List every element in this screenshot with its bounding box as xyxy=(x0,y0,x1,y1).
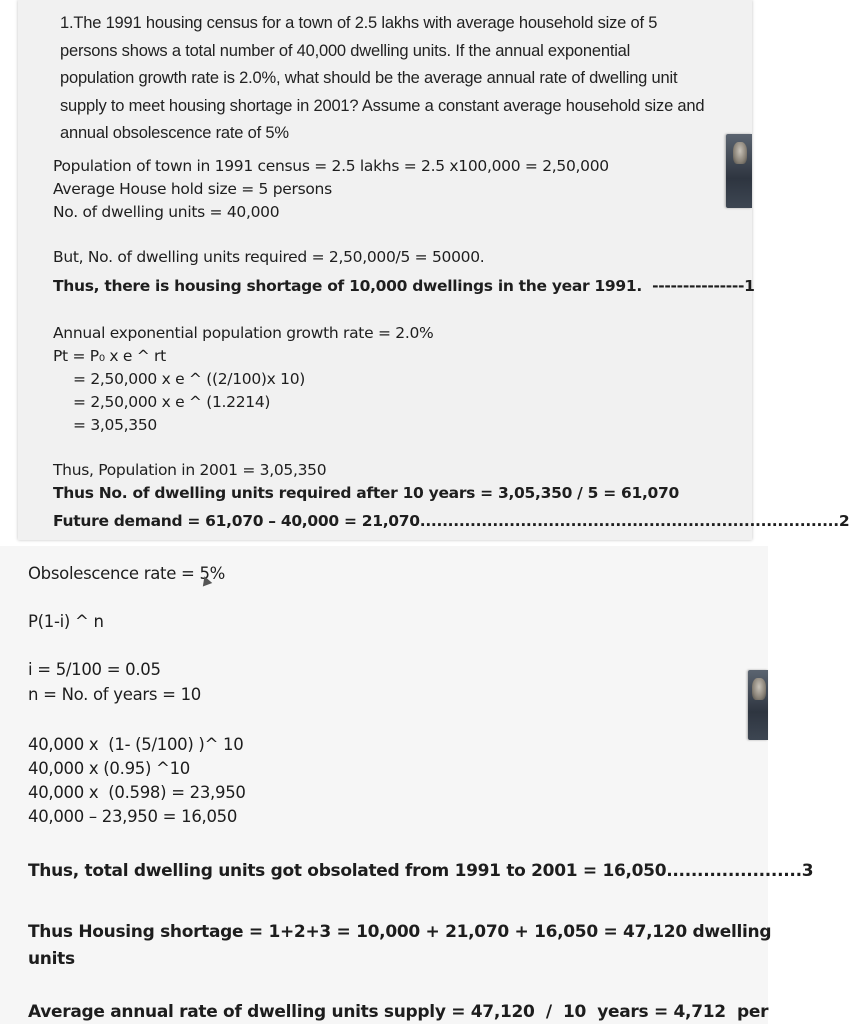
household-size-line: Average House hold size = 5 persons xyxy=(53,180,332,198)
i-value-line: i = 5/100 = 0.05 xyxy=(28,660,161,679)
question-line: supply to meet housing shortage in 2001? Assume a constant average household size and xyxy=(60,96,705,115)
shortage-1991-line: Thus, there is housing shortage of 10,000 dwellings in the year 1991. ---------------1 xyxy=(53,277,755,295)
housing-shortage-line-cont: units xyxy=(28,949,75,969)
slide-bottom-panel xyxy=(0,546,814,1024)
presenter-face-icon xyxy=(733,142,747,164)
question-text xyxy=(60,10,732,148)
calc-line: 40,000 – 23,950 = 16,050 xyxy=(28,807,238,826)
housing-shortage-line: Thus Housing shortage = 1+2+3 = 10,000 + 21,070 + 16,050 = 47,120 dwelling xyxy=(28,922,772,942)
calc-line: 40,000 x (0.598) = 23,950 xyxy=(28,783,246,802)
question-line: population growth rate is 2.0%, what should be the average annual rate of dwelling unit xyxy=(60,69,678,87)
step-line: = 3,05,350 xyxy=(73,416,157,434)
calc-line: 40,000 x (1- (5/100) )^ 10 xyxy=(28,735,244,754)
presenter-video-thumbnail xyxy=(748,670,768,740)
step-line: = 2,50,000 x e ^ ((2/100)x 10) xyxy=(73,370,306,388)
obsolete-total-line: Thus, total dwelling units got obsolated from 1991 to 2001 = 16,050......................3 xyxy=(28,861,814,881)
n-value-line: n = No. of years = 10 xyxy=(28,685,201,704)
annual-rate-line: Average annual rate of dwelling units supply = 47,120 / 10 years = 4,712 per xyxy=(28,1002,769,1022)
population-2001-line: Thus, Population in 2001 = 3,05,350 xyxy=(53,461,327,479)
slide-top-panel xyxy=(18,0,849,540)
obsolescence-formula-line: P(1-i) ^ n xyxy=(28,612,104,631)
population-1991-line: Population of town in 1991 census = 2.5 lakhs = 2.5 x100,000 = 2,50,000 xyxy=(53,157,609,175)
step-line: = 2,50,000 x e ^ (1.2214) xyxy=(73,393,271,411)
growth-rate-line: Annual exponential population growth rate = 2.0% xyxy=(53,324,434,342)
dwelling-units-line: No. of dwelling units = 40,000 xyxy=(53,203,280,221)
question-line: annual obsolescence rate of 5% xyxy=(60,124,289,142)
question-line: persons shows a total number of 40,000 dwelling units. If the annual exponential xyxy=(60,41,631,60)
future-demand-line: Future demand = 61,070 – 40,000 = 21,070...........................................................................2 xyxy=(53,512,849,530)
obsolescence-rate-line: Obsolescence rate = 5% xyxy=(28,564,226,583)
calc-line: 40,000 x (0.95) ^10 xyxy=(28,759,190,778)
presenter-face-icon xyxy=(752,678,766,700)
formula-line: Pt = P₀ x e ^ rt xyxy=(53,347,166,365)
question-line: 1.The 1991 housing census for a town of 2.5 lakhs with average household size of 5 xyxy=(60,14,658,32)
units-required-2001-line: Thus No. of dwelling units required after 10 years = 3,05,350 / 5 = 61,070 xyxy=(53,484,679,502)
required-units-line: But, No. of dwelling units required = 2,50,000/5 = 50000. xyxy=(53,248,485,266)
presenter-video-thumbnail xyxy=(726,134,752,208)
